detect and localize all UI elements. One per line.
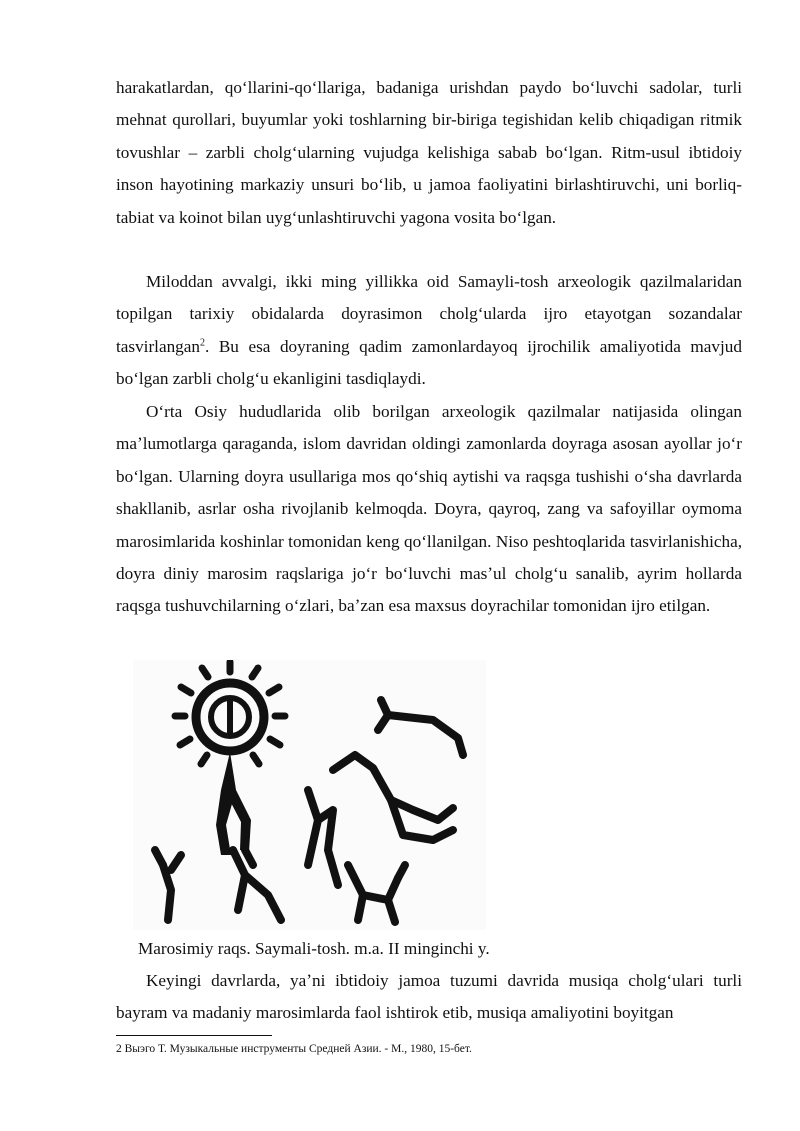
paragraph-2-text: Miloddan avvalgi, ikki ming yillikka oid Samayli-tosh arxeologik qazilmalaridan topilgan tarixiy obidalarda doyrasimon cholgʻularda ijro etayotgan sozandalar tasvirlangan [116,272,742,356]
dancer-figure-3 [348,865,405,922]
figure-caption: Marosimiy raqs. Saymali-tosh. m.a. II minginchi y. [138,939,490,958]
paragraph-4: Keyingi davrlarda, yaʼni ibtidoiy jamoa tuzumi davrida musiqa cholgʻulari turli bayram va madaniy marosimlarda faol ishtirok etib, musiqa amaliyotini boyitgan [116,971,742,1023]
petroglyph-figure [133,660,486,930]
paragraph-2 [116,266,742,396]
paragraph-2-text-end: . Bu esa doyraning qadim zamonlardayoq ijrochilik amaliyotida mavjud boʻlgan zarbli cholgʻu ekanligini tasdiqlaydi. [116,336,742,389]
footnote: 2 Выэго Т. Музыкальные инструменты Средней Азии. - М., 1980, 15-бет. [116,1043,472,1055]
paragraph-3: Oʻrta Osiy hududlarida olib borilgan arxeologik qazilmalar natijasida olingan maʼlumotlarga qaraganda, islom davridan oldingi zamonlarda doyraga asosan ayollar joʻr boʻlgan. Ularning doyra usullariga mos qoʻshiq aytishi va raqsga tushishi oʻsha davrlarda shakllanib, asrlar osha rivojlanib kelmoqda. Doyra, qayroq, zang va safoyillar oymoma marosimlarida koshinlar tomonidan keng qoʻllanilgan. Niso peshtoqlarida tasvirlanishicha, doyra diniy marosim raqslariga joʻr boʻluvchi masʼul cholgʻu sanalib, ayrim hollarda raqsga tushuvchilarning oʻzlari, baʼzan esa maxsus doyrachilar tomonidan ijro etilgan. [116,402,742,616]
dancer-figure-1 [308,700,463,885]
paragraph-1: harakatlardan, qoʻllarini-qoʻllariga, badaniga urishdan paydo boʻluvchi sadolar, turli mehnat qurollari, buyumlar yoki toshlarning bir-biriga tegishidan kelib chiqadigan ritmik tovushlar – zarbli cholgʻularning vujudga kelishiga sabab boʻlgan. Ritm-usul ibtidoiy inson hayotining markaziy unsuri boʻlib, u jamoa faoliyatini birlashtiruvchi, uni borliq-tabiat va koinot bilan uygʻunlashtiruvchi yagona vosita boʻlgan. [116,78,742,227]
footnote-separator [116,1035,272,1036]
petroglyph-image [133,660,486,930]
dancer-figure-2 [155,850,281,920]
footnote-reference[interactable]: 2 [200,337,205,349]
sun-figure [175,662,285,855]
